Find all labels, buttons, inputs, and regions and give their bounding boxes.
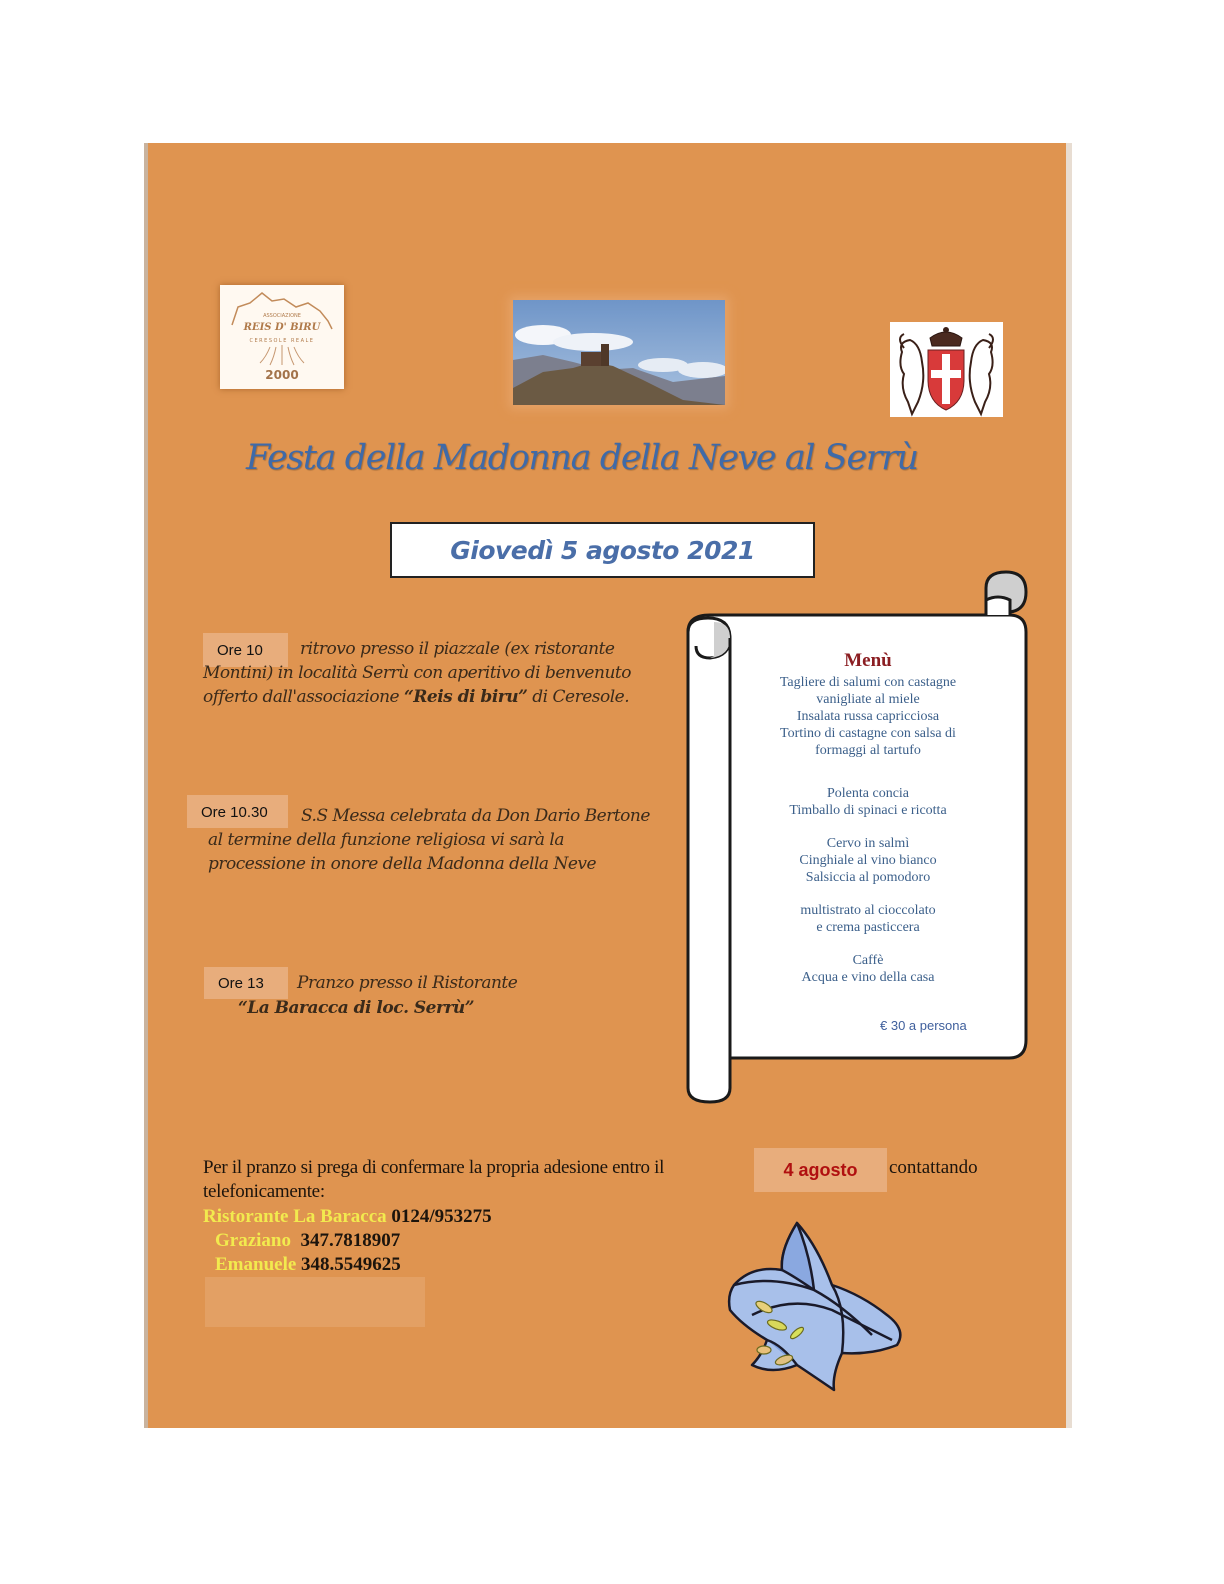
deadline-badge: 4 agosto	[754, 1148, 887, 1192]
event-1-line2: Montini) in località Serrù con aperitivo di benvenuto	[203, 663, 631, 683]
menu-price: € 30 a persona	[880, 1018, 967, 1033]
contact-phone: 348.5549625	[301, 1254, 401, 1275]
contact-name: Graziano	[215, 1230, 291, 1251]
event-1-line3-post: di Ceresole.	[527, 687, 630, 707]
menu-item: Polenta concia	[826, 786, 910, 801]
contact-row	[203, 1253, 492, 1277]
event-1-line3	[203, 685, 629, 709]
logo-text-line3: CERESOLE REALE	[249, 338, 315, 344]
menu-group-mains	[748, 835, 988, 886]
menu-item: Tortino di castagne con salsa di	[780, 726, 956, 741]
confirmation-line2: telefonicamente:	[203, 1181, 325, 1202]
event-2-line1: S.S Messa celebrata da Don Dario Bertone	[301, 806, 650, 826]
contact-phone: 347.7818907	[300, 1230, 401, 1251]
event-1-line3-pre: offerto dall'associazione	[203, 687, 404, 707]
event-2-line2: al termine della funzione religiosa vi sarà la	[208, 830, 564, 850]
confirmation-line1: Per il pranzo si prega di confermare la propria adesione entro il	[203, 1157, 665, 1178]
menu-group-drinks	[748, 952, 988, 986]
menu-item: Acqua e vino della casa	[801, 970, 935, 985]
blank-highlight-box	[205, 1277, 425, 1327]
logo-text-line1: ASSOCIAZIONE	[263, 313, 301, 319]
event-title: Festa della Madonna della Neve al Serrù	[246, 438, 918, 478]
menu-item: Cervo in salmì	[826, 836, 910, 851]
time-label-1: Ore 10	[203, 633, 288, 667]
savoy-coat-of-arms	[890, 322, 1003, 417]
contact-row	[203, 1205, 492, 1229]
mountain-church-photo	[513, 300, 725, 405]
contact-name: Emanuele	[215, 1254, 297, 1275]
menu-title: Menù	[844, 650, 892, 671]
menu-group-starters	[748, 674, 988, 759]
contact-row	[203, 1229, 492, 1253]
logo-year: 2000	[265, 368, 299, 382]
menu-item: Cinghiale al vino bianco	[799, 853, 937, 868]
menu-group-firsts	[748, 785, 988, 819]
contact-name: Ristorante La Baracca	[203, 1206, 387, 1227]
menu-item: e crema pasticcera	[816, 920, 920, 935]
menu-item: Salsiccia al pomodoro	[805, 870, 931, 885]
menu-item: vanigliate al miele	[816, 692, 920, 707]
time-label-2: Ore 10.30	[187, 795, 288, 828]
event-1-line1: ritrovo presso il piazzale (ex ristorante	[300, 639, 615, 659]
event-3-line2: “La Baracca di loc. Serrù”	[238, 998, 475, 1018]
menu-item: Tagliere di salumi con castagne	[779, 675, 957, 690]
event-2-line3: processione in onore della Madonna della Neve	[208, 854, 597, 874]
menu-card	[748, 650, 988, 1002]
contact-list	[203, 1205, 492, 1277]
event-date: Giovedì 5 agosto 2021	[450, 536, 755, 565]
time-label-3: Ore 13	[204, 967, 288, 999]
contact-phone: 0124/953275	[391, 1206, 492, 1227]
menu-group-dessert	[748, 902, 988, 936]
confirmation-text-after: contattando	[889, 1157, 978, 1178]
confirmation-text	[203, 1156, 664, 1204]
menu-item: Insalata russa capricciosa	[796, 709, 940, 724]
menu-item: formaggi al tartufo	[815, 743, 921, 758]
logo-text-line2: REIS D' BIRU	[243, 322, 321, 333]
lily-flower-illustration	[722, 1215, 907, 1395]
association-logo	[220, 285, 344, 389]
event-3-line1: Pranzo presso il Ristorante	[297, 973, 518, 993]
menu-item: multistrato al cioccolato	[800, 903, 936, 918]
event-1-association-name: “Reis di biru”	[404, 687, 528, 707]
menu-item: Caffè	[852, 953, 884, 968]
menu-item: Timballo di spinaci e ricotta	[789, 803, 947, 818]
page-edge-right	[1066, 143, 1072, 1428]
